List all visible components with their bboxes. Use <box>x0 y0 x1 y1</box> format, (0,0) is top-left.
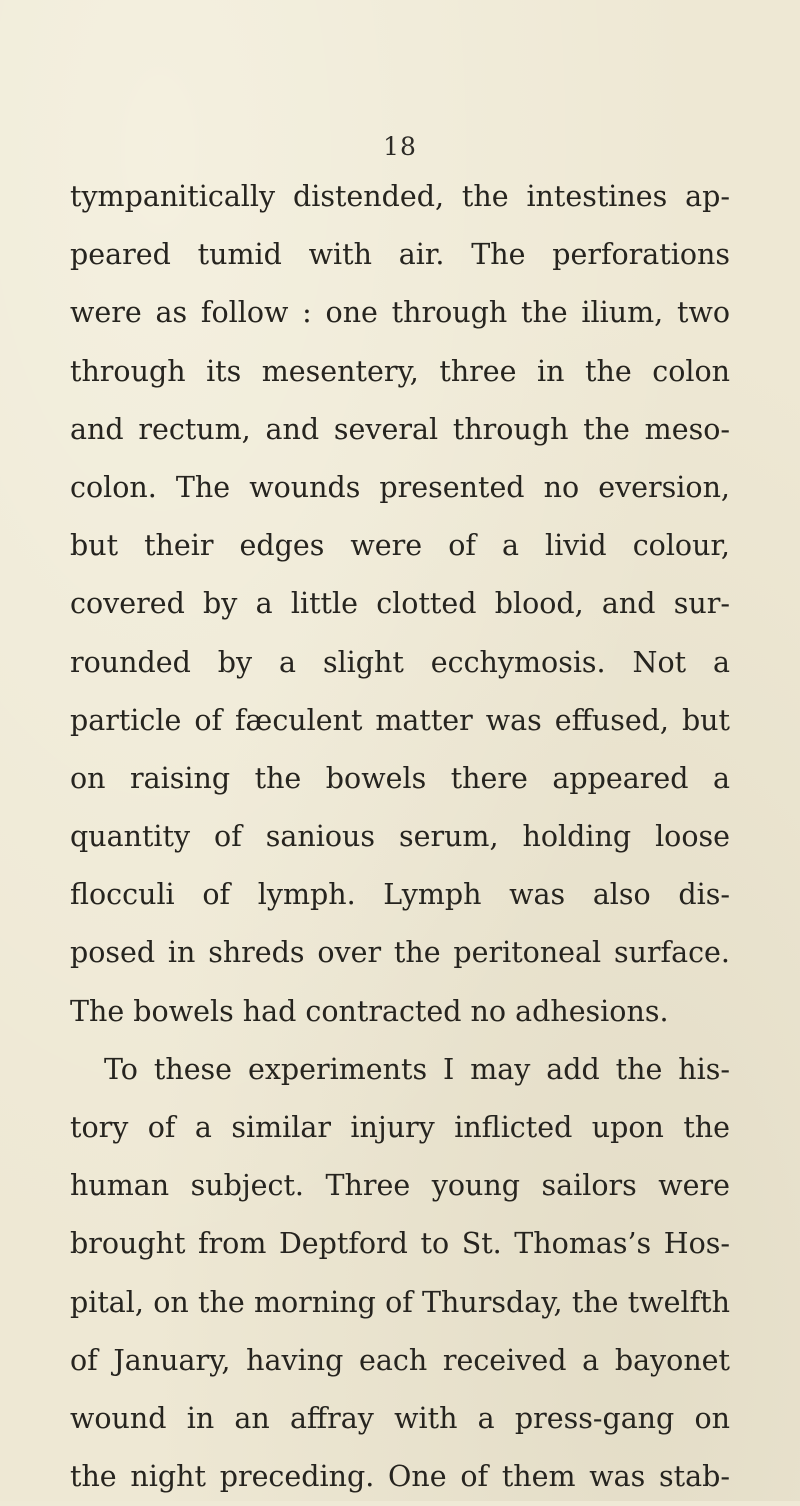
text-line: tory of a similar injury inflicted upon the <box>70 1111 730 1144</box>
text-line: wound in an affray with a press-gang on <box>70 1401 730 1435</box>
text-line: flocculi of lymph. Lymph was also dis- <box>70 878 730 912</box>
text-line: on raising the bowels there appeared a <box>70 761 730 795</box>
text-line: human subject. Three young sailors were <box>70 1169 730 1203</box>
paragraph-1 <box>70 168 730 1041</box>
text-line: through its mesentery, three in the colon <box>70 354 730 388</box>
text-line: brought from Deptford to St. Thomas’s Hos- <box>70 1227 730 1261</box>
paragraph-2 <box>70 1041 730 1506</box>
body-text <box>70 168 730 1506</box>
text-line: and rectum, and several through the meso- <box>70 412 730 446</box>
text-line: The bowels had contracted no adhesions. <box>70 994 669 1028</box>
text-line: To these experiments I may add the his- <box>104 1052 730 1086</box>
text-line: of January, having each received a bayonet <box>70 1343 730 1377</box>
text-line: rounded by a slight ecchymosis. Not a <box>70 645 730 679</box>
text-line: but their edges were of a livid colour, <box>70 529 730 563</box>
text-line: covered by a little clotted blood, and sur- <box>70 587 730 621</box>
text-line: the night preceding. One of them was stab- <box>70 1460 730 1494</box>
text-line: posed in shreds over the peritoneal surface. <box>70 936 730 970</box>
text-line: quantity of sanious serum, holding loose <box>70 820 730 854</box>
text-line: particle of fæculent matter was effused, but <box>70 703 730 737</box>
text-line: colon. The wounds presented no eversion, <box>70 470 730 504</box>
text-line: tympanitically distended, the intestines ap- <box>70 180 730 213</box>
page-number: 18 <box>383 132 417 161</box>
text-line: were as follow : one through the ilium, two <box>70 296 730 330</box>
text-line: peared tumid with air. The perforations <box>70 238 730 272</box>
text-line: pital, on the morning of Thursday, the twelfth <box>70 1285 730 1319</box>
